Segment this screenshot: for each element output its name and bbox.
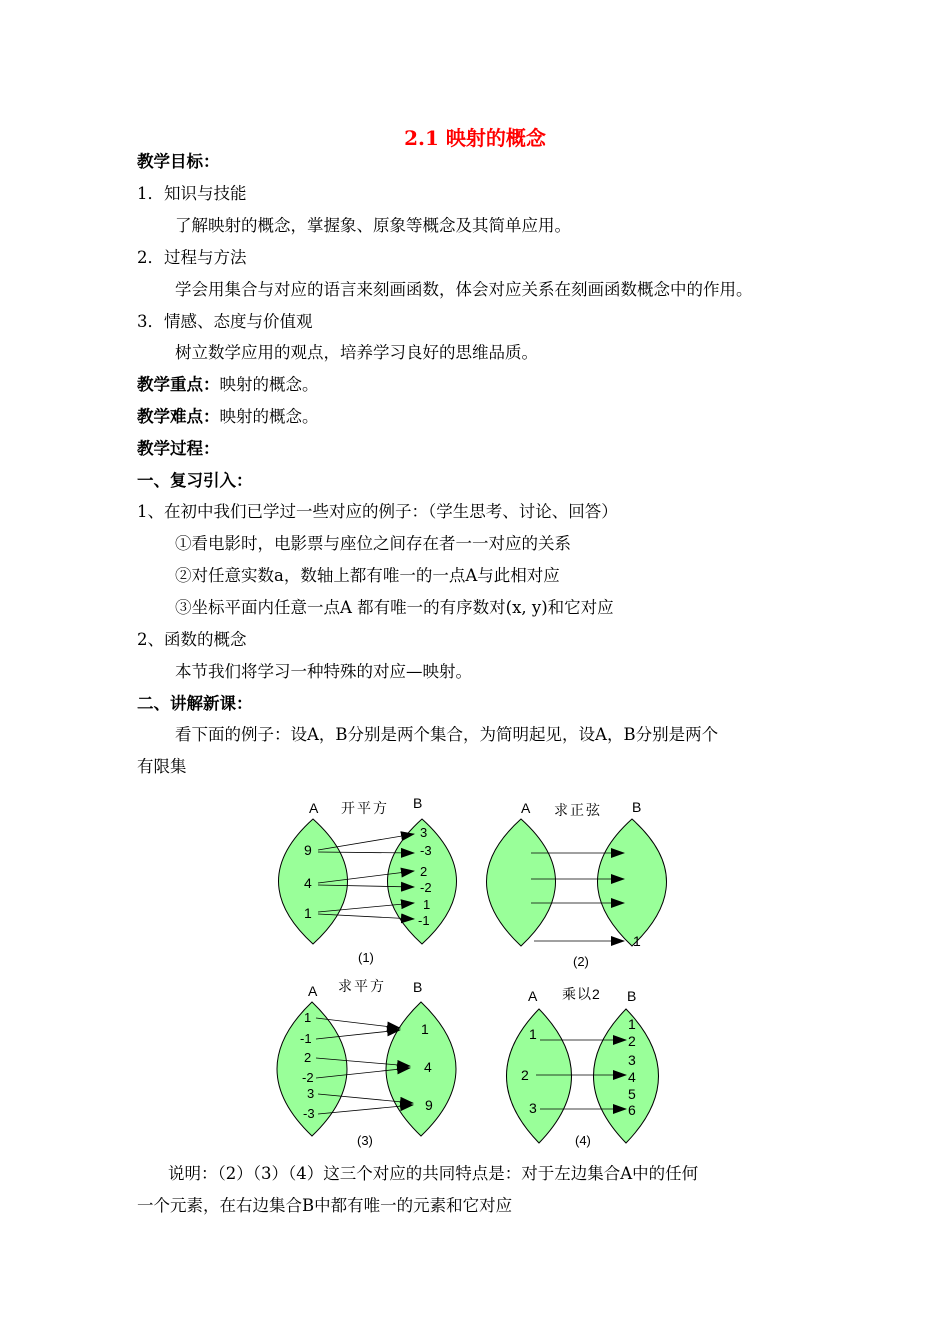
figure-4-b-3: 3 xyxy=(628,1052,636,1068)
section1-item1: 1、在初中我们已学过一些对应的例子：（学生思考、讨论、回答） xyxy=(137,502,618,521)
section2-intro-line1: 看下面的例子：设A，B分别是两个集合，为简明起见，设A，B分别是两个 xyxy=(175,725,719,744)
figure-2-label-a: A xyxy=(521,800,531,816)
figure-1-set-a xyxy=(279,819,348,944)
figure-2-set-b xyxy=(598,819,667,946)
figure-1-rule: 开平方 xyxy=(341,800,389,816)
figure-1-b-1: 3 xyxy=(420,825,428,840)
explanation-line1: 说明：（2）（3）（4）这三个对应的共同特点是：对于左边集合A中的任何 xyxy=(168,1164,699,1183)
figure-4-b-6: 6 xyxy=(628,1102,636,1118)
figure-4-label-a: A xyxy=(528,988,538,1004)
figure-1-a-3: 1 xyxy=(304,905,312,921)
figure-2 xyxy=(487,799,667,969)
figure-3-a-1: 1 xyxy=(304,1010,312,1025)
objective-1-label: 1．知识与技能 xyxy=(137,184,247,203)
figure-1-a-1: 9 xyxy=(304,842,312,858)
objective-3-label: 3．情感、态度与价值观 xyxy=(137,312,313,331)
figure-3-a-5: 3 xyxy=(307,1086,315,1101)
figure-3-b-2: 4 xyxy=(424,1059,432,1075)
section1-heading: 一、复习引入： xyxy=(137,471,253,490)
figure-1-label-b: B xyxy=(413,795,423,811)
difficulty-text: 映射的概念。 xyxy=(219,407,319,426)
figure-3-a-2: -1 xyxy=(300,1031,312,1046)
objective-1-text: 了解映射的概念，掌握象、原象等概念及其简单应用。 xyxy=(175,216,571,235)
figure-3-caption: (3) xyxy=(357,1133,373,1148)
figure-4 xyxy=(507,986,659,1148)
figure-3-a-6: -3 xyxy=(303,1106,315,1121)
example-3: ③坐标平面内任意一点A 都有唯一的有序数对(x, y)和它对应 xyxy=(175,598,614,617)
objective-3-text: 树立数学应用的观点，培养学习良好的思维品质。 xyxy=(175,343,538,362)
figure-1-b-3: 2 xyxy=(420,864,428,879)
figure-2-rule: 求正弦 xyxy=(554,802,602,818)
objectives-heading: 教学目标： xyxy=(137,152,220,171)
figure-2-set-a xyxy=(487,819,556,946)
difficulty-label: 教学难点： xyxy=(137,407,220,426)
example-2: ②对任意实数a，数轴上都有唯一的一点A与此相对应 xyxy=(175,566,560,585)
objective-2-text: 学会用集合与对应的语言来刻画函数，体会对应关系在刻画函数概念中的作用。 xyxy=(175,280,753,299)
figure-4-a-1: 1 xyxy=(529,1026,537,1042)
figure-2-label-b: B xyxy=(632,799,642,815)
figure-1-caption: (1) xyxy=(358,950,374,965)
figure-4-b-1: 1 xyxy=(628,1016,636,1032)
key-point-text: 映射的概念。 xyxy=(219,375,319,394)
figure-3-label-a: A xyxy=(308,983,318,999)
figure-1-label-a: A xyxy=(309,800,319,816)
figure-1-b-6: -1 xyxy=(418,913,430,928)
page-title: 2.1 映射的概念 xyxy=(404,126,546,150)
section1-item2: 2、函数的概念 xyxy=(137,630,247,649)
figure-4-caption: (4) xyxy=(575,1133,591,1148)
section2-heading: 二、讲解新课： xyxy=(137,694,253,713)
objective-2-label: 2．过程与方法 xyxy=(137,248,247,267)
section2-intro-line2: 有限集 xyxy=(137,757,187,776)
figure-4-set-a xyxy=(507,1009,572,1143)
section1-item2-text: 本节我们将学习一种特殊的对应—映射。 xyxy=(175,662,472,681)
figure-3-a-4: -2 xyxy=(302,1070,314,1085)
figure-3 xyxy=(277,978,456,1148)
figure-1-b-4: -2 xyxy=(420,880,432,895)
explanation-line2: 一个元素，在右边集合B中都有唯一的元素和它对应 xyxy=(137,1196,513,1215)
key-point-label: 教学重点： xyxy=(137,375,220,394)
figure-4-b-4: 4 xyxy=(628,1069,636,1085)
figure-1 xyxy=(279,795,457,965)
figure-2-b-1: 1 xyxy=(633,933,641,949)
figure-1-a-2: 4 xyxy=(304,875,312,891)
figure-3-b-3: 9 xyxy=(425,1097,433,1113)
figure-4-rule: 乘以2 xyxy=(562,986,601,1002)
figure-2-caption: (2) xyxy=(573,954,589,969)
figure-3-a-3: 2 xyxy=(304,1050,312,1065)
figure-1-b-2: -3 xyxy=(420,843,432,858)
figure-1-b-5: 1 xyxy=(423,897,431,912)
figure-3-label-b: B xyxy=(413,979,423,995)
figure-4-set-b xyxy=(594,1009,659,1143)
figure-4-b-5: 5 xyxy=(628,1086,636,1102)
figure-3-rule: 求平方 xyxy=(338,978,386,994)
process-heading: 教学过程： xyxy=(137,439,220,458)
figure-4-b-2: 2 xyxy=(628,1033,636,1049)
figure-4-label-b: B xyxy=(627,988,637,1004)
figure-3-b-1: 1 xyxy=(421,1021,429,1037)
example-1: ①看电影时，电影票与座位之间存在者一一对应的关系 xyxy=(175,534,571,553)
figure-4-a-3: 3 xyxy=(529,1100,537,1116)
figure-4-a-2: 2 xyxy=(521,1067,529,1083)
